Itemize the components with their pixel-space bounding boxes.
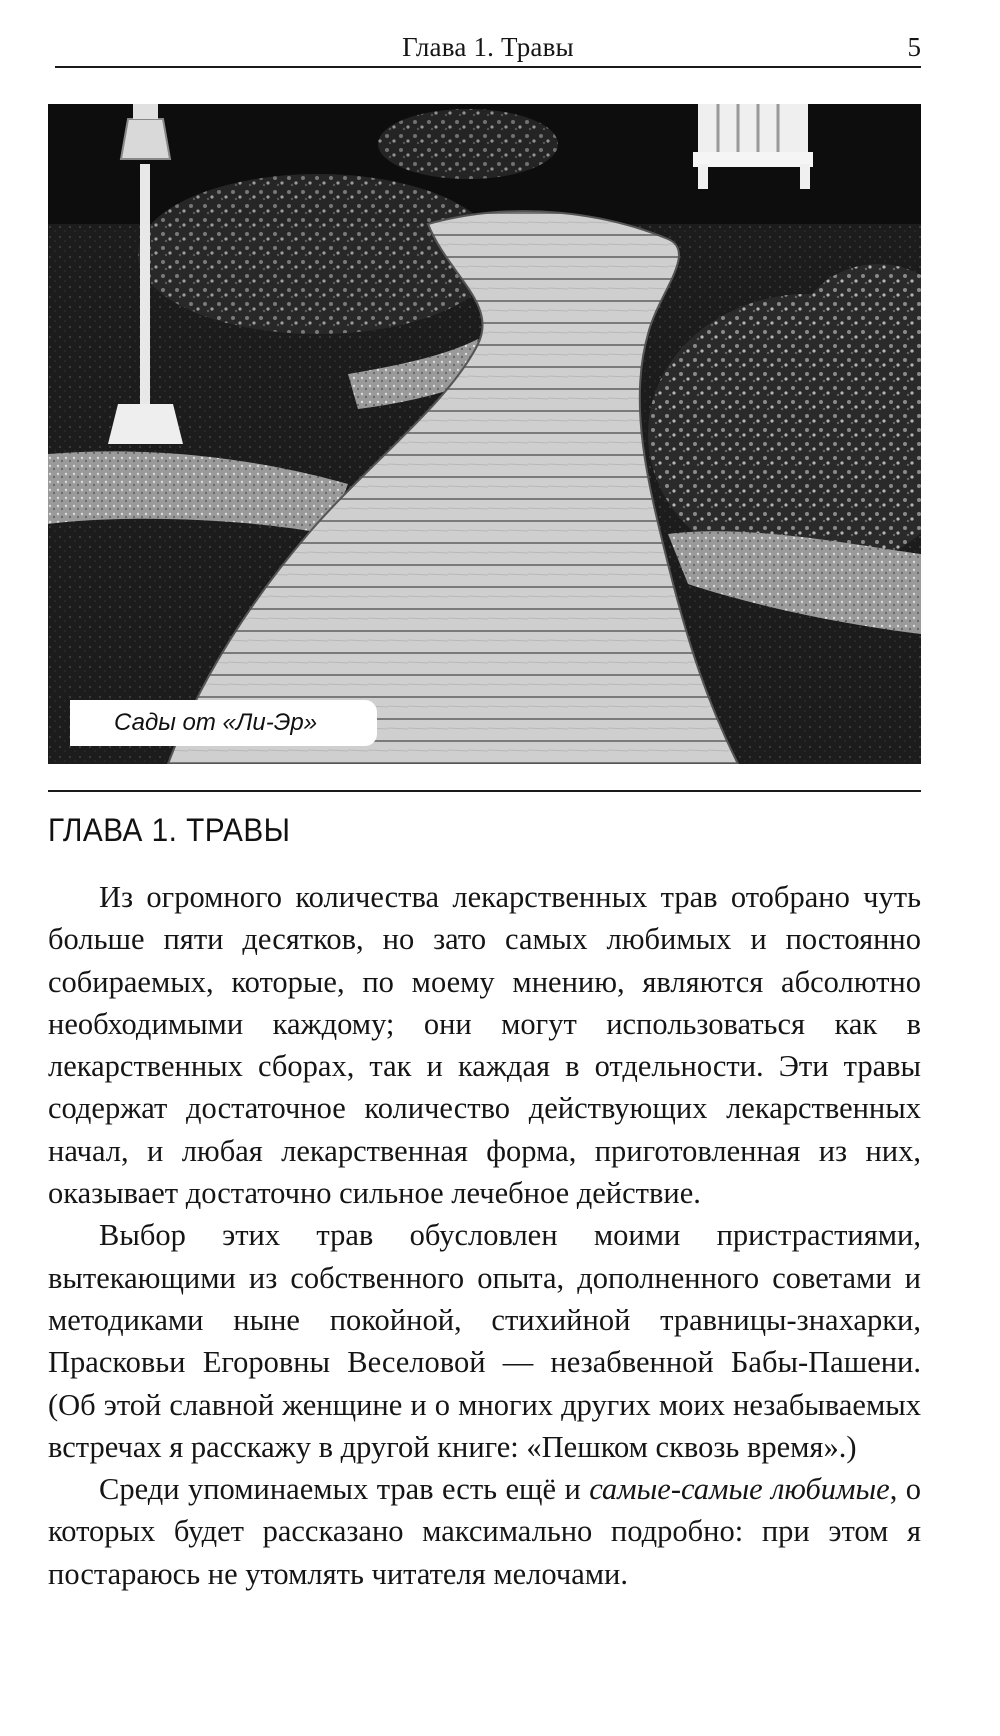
paragraph-3 — [48, 1468, 921, 1595]
paragraph-2: Выбор этих трав обусловлен моими пристрастиями, вытекающими из собственного опыта, дополненного советами и методиками ныне покойной, стихийной травницы-знахарки, Прасковьи Егоровны Веселовой — незабвенной Бабы-Пашени. (Об этой славной женщине и о многих других моих незабываемых встречах я расскажу в другой книге: «Пешком сквозь время».) — [48, 1218, 921, 1464]
running-title: Глава 1. Травы — [402, 32, 574, 62]
paragraph-3-emphasis: самые-самые любимые — [589, 1472, 890, 1507]
photo-illustration — [48, 104, 921, 764]
section-divider — [48, 790, 921, 792]
page-number: 5 — [907, 32, 921, 62]
paragraph-1: Из огромного количества лекарственных трав отобрано чуть больше пяти десятков, но зато самых любимых и постоянно собираемых, которые, по моему мнению, являются абсолютно необходимыми каждому; они могут использоваться как в лекарственных сборах, так и каждая в отдельности. Эти травы содержат достаточное количество действующих лекарственных начал, и любая лекарственная форма, приготовленная из них, оказывает достаточно сильное лечебное действие. — [48, 880, 921, 1211]
garden-path-photo — [48, 104, 921, 764]
chapter-heading: ГЛАВА 1. ТРАВЫ — [48, 812, 291, 848]
paragraph-3-end: , о которых будет рассказано максимально подробно: при этом я постараюсь не утомлять читателя мелочами. — [48, 1472, 922, 1591]
running-header — [55, 26, 921, 68]
body-text — [48, 876, 921, 1595]
photo-caption — [70, 700, 377, 746]
photo-caption-text: Сады от «Ли-Эр» — [114, 709, 318, 736]
paragraph-3-start: Среди упоминаемых трав есть ещё и — [99, 1472, 590, 1507]
